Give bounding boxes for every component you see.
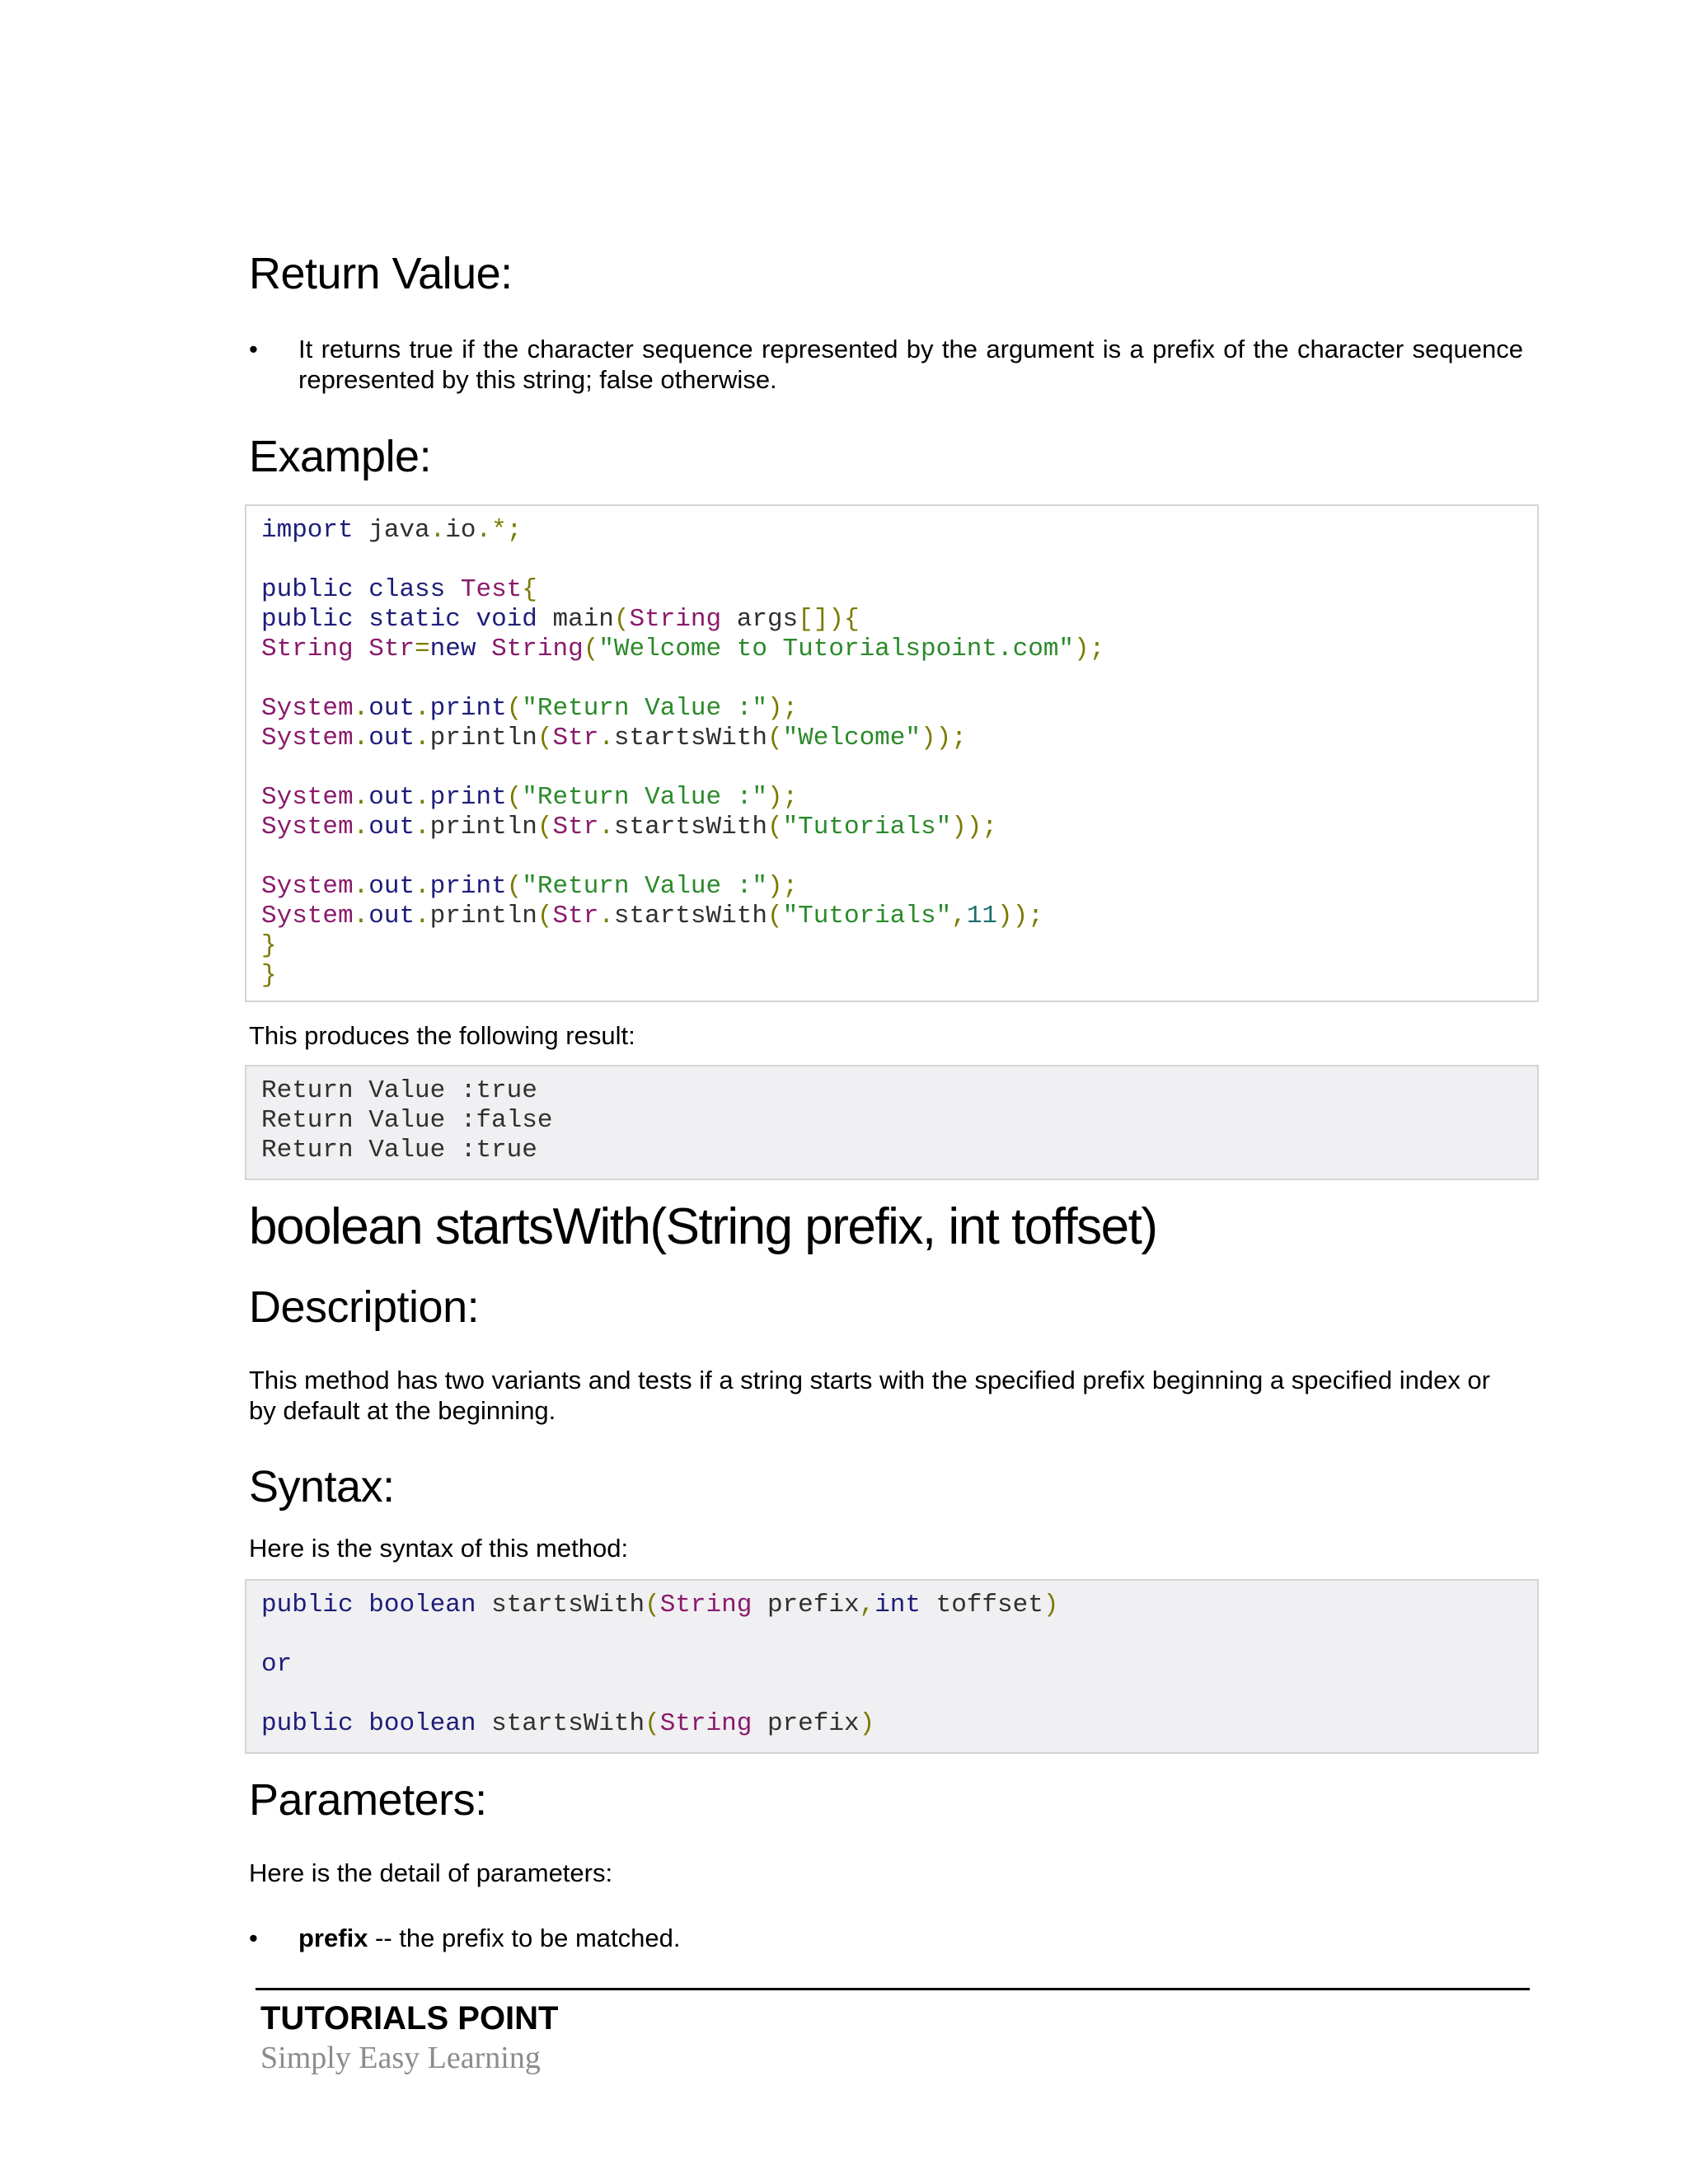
parameter-description: -- the prefix to be matched. bbox=[368, 1924, 681, 1952]
code-token: Return Value :false bbox=[261, 1106, 553, 1135]
code-token: ( bbox=[645, 1709, 660, 1738]
code-token: io bbox=[445, 516, 476, 545]
example-code-block bbox=[245, 504, 1539, 1002]
code-line bbox=[261, 1106, 1522, 1136]
code-token: Str bbox=[368, 635, 415, 663]
code-token: out bbox=[368, 724, 415, 752]
code-token: .*; bbox=[476, 516, 523, 545]
example-heading: Example: bbox=[249, 432, 432, 481]
code-token: boolean bbox=[368, 1709, 476, 1738]
code-token: . bbox=[353, 724, 369, 752]
code-token: out bbox=[368, 694, 415, 723]
code-line bbox=[261, 724, 1522, 753]
code-token: . bbox=[415, 694, 430, 723]
code-token: main bbox=[537, 605, 614, 634]
code-token: . bbox=[353, 694, 369, 723]
code-token: . bbox=[598, 902, 614, 930]
code-token: print bbox=[429, 872, 507, 901]
code-token: . bbox=[415, 724, 430, 752]
code-token: } bbox=[261, 931, 277, 960]
code-token: out bbox=[368, 872, 415, 901]
code-line bbox=[261, 694, 1522, 724]
code-token: ( bbox=[583, 635, 599, 663]
code-token: prefix bbox=[752, 1591, 860, 1619]
code-token: toffset bbox=[921, 1591, 1043, 1619]
code-line bbox=[261, 1591, 1522, 1620]
code-token: Str bbox=[552, 813, 599, 841]
code-token: ( bbox=[506, 783, 523, 812]
code-line bbox=[261, 635, 1522, 664]
code-token: ( bbox=[767, 813, 783, 841]
code-token: startsWith bbox=[476, 1591, 645, 1619]
code-token: or bbox=[261, 1650, 293, 1679]
code-token: "Return Value :" bbox=[522, 783, 767, 812]
parameters-heading: Parameters: bbox=[249, 1775, 487, 1825]
return-value-text: It returns true if the character sequence represented by the argument is a prefix of the character sequence represented by this string; false otherwise. bbox=[298, 335, 1523, 394]
code-token: import bbox=[261, 516, 354, 545]
code-token: "Tutorials" bbox=[782, 902, 952, 930]
code-token: println bbox=[429, 902, 537, 930]
code-token: ( bbox=[613, 605, 630, 634]
code-token: ); bbox=[767, 872, 799, 901]
code-token: startsWith bbox=[613, 813, 767, 841]
code-token: )); bbox=[997, 902, 1043, 930]
code-token: . bbox=[429, 516, 446, 545]
code-line bbox=[261, 783, 1522, 813]
code-token: ) bbox=[1043, 1591, 1059, 1619]
code-token: String bbox=[659, 1591, 753, 1619]
code-token: ( bbox=[767, 724, 783, 752]
parameter-prefix-item bbox=[298, 1923, 1523, 1953]
code-line bbox=[261, 516, 1522, 546]
code-token: ( bbox=[537, 813, 553, 841]
code-token: )); bbox=[951, 813, 998, 841]
code-token: "Welcome" bbox=[782, 724, 921, 752]
code-line bbox=[261, 575, 1522, 605]
code-token: System bbox=[261, 902, 354, 930]
code-token: "Welcome to Tutorialspoint.com" bbox=[598, 635, 1075, 663]
code-token: int bbox=[874, 1591, 921, 1619]
code-token: . bbox=[598, 813, 614, 841]
code-token: . bbox=[598, 724, 614, 752]
code-token: System bbox=[261, 783, 354, 812]
code-token: public bbox=[261, 1709, 354, 1738]
code-line bbox=[261, 842, 1522, 872]
code-token: java bbox=[353, 516, 430, 545]
code-token bbox=[476, 635, 491, 663]
code-token: println bbox=[429, 813, 537, 841]
code-token: ) bbox=[859, 1709, 875, 1738]
parameters-intro: Here is the detail of parameters: bbox=[249, 1858, 613, 1887]
code-token: boolean bbox=[368, 1591, 476, 1619]
code-token: System bbox=[261, 724, 354, 752]
code-line bbox=[261, 1709, 1522, 1739]
code-token bbox=[354, 1709, 369, 1738]
code-line bbox=[261, 1620, 1522, 1650]
code-token: . bbox=[415, 872, 430, 901]
code-token: ); bbox=[767, 783, 799, 812]
footer-tagline: Simply Easy Learning bbox=[260, 2041, 541, 2075]
code-token: print bbox=[429, 694, 507, 723]
description-text: This method has two variants and tests if a string starts with the specified prefix beginning a specified index or by default at the beginning. bbox=[249, 1366, 1490, 1425]
return-value-heading: Return Value: bbox=[249, 249, 513, 298]
code-token: out bbox=[368, 902, 415, 930]
code-token: ( bbox=[537, 724, 553, 752]
code-token: ( bbox=[506, 694, 523, 723]
code-token: System bbox=[261, 872, 354, 901]
code-token: System bbox=[261, 694, 354, 723]
code-token: Str bbox=[552, 724, 599, 752]
code-line bbox=[261, 902, 1522, 931]
return-value-bullet bbox=[249, 334, 1523, 400]
code-token: void bbox=[476, 605, 537, 634]
code-line bbox=[261, 813, 1522, 842]
code-token: "Return Value :" bbox=[522, 694, 767, 723]
code-token: []){ bbox=[798, 605, 860, 634]
code-token: . bbox=[353, 783, 369, 812]
code-token: "Return Value :" bbox=[522, 872, 767, 901]
code-token: public bbox=[261, 1591, 354, 1619]
code-line bbox=[261, 753, 1522, 783]
code-token: Return Value :true bbox=[261, 1136, 537, 1165]
code-token: . bbox=[415, 902, 430, 930]
code-token: . bbox=[415, 783, 430, 812]
code-token: )); bbox=[921, 724, 967, 752]
method-title: boolean startsWith(String prefix, int toffset) bbox=[249, 1198, 1157, 1255]
footer-brand: TUTORIALS POINT bbox=[260, 2000, 559, 2036]
code-token: } bbox=[261, 961, 277, 990]
code-token: . bbox=[353, 813, 369, 841]
code-token: startsWith bbox=[613, 724, 767, 752]
code-token bbox=[354, 1591, 369, 1619]
code-token: System bbox=[261, 813, 354, 841]
code-token: { bbox=[522, 575, 537, 604]
code-token: 11 bbox=[966, 902, 998, 930]
result-output-block bbox=[245, 1065, 1539, 1180]
code-line bbox=[261, 1076, 1522, 1106]
code-line bbox=[261, 1136, 1522, 1165]
code-token: new bbox=[429, 635, 476, 663]
code-token: Str bbox=[552, 902, 599, 930]
code-token bbox=[354, 575, 369, 604]
code-token: String bbox=[261, 635, 354, 663]
parameter-term: prefix bbox=[298, 1924, 368, 1952]
code-token: public bbox=[261, 605, 354, 634]
code-token: ( bbox=[537, 902, 553, 930]
code-line bbox=[261, 605, 1522, 635]
code-token: , bbox=[951, 902, 967, 930]
code-token: ); bbox=[767, 694, 799, 723]
code-token: ( bbox=[767, 902, 783, 930]
code-token: , bbox=[859, 1591, 875, 1619]
code-line bbox=[261, 872, 1522, 902]
code-token: args bbox=[721, 605, 799, 634]
description-heading: Description: bbox=[249, 1282, 480, 1332]
code-line bbox=[261, 961, 1522, 991]
syntax-intro: Here is the syntax of this method: bbox=[249, 1534, 629, 1563]
code-token: ( bbox=[506, 872, 523, 901]
code-token: out bbox=[368, 813, 415, 841]
code-token: println bbox=[429, 724, 537, 752]
code-token: . bbox=[415, 813, 430, 841]
code-token: startsWith bbox=[613, 902, 767, 930]
code-token: startsWith bbox=[476, 1709, 645, 1738]
code-line bbox=[261, 1680, 1522, 1709]
code-token: out bbox=[368, 783, 415, 812]
code-token: print bbox=[429, 783, 507, 812]
code-line bbox=[261, 664, 1522, 694]
code-token: static bbox=[368, 605, 461, 634]
code-token bbox=[461, 605, 476, 634]
code-token bbox=[354, 605, 369, 634]
code-token: String bbox=[659, 1709, 753, 1738]
code-token: . bbox=[353, 872, 369, 901]
code-line bbox=[261, 546, 1522, 575]
code-line bbox=[261, 931, 1522, 961]
code-token: class bbox=[368, 575, 446, 604]
code-token: String bbox=[491, 635, 584, 663]
bullet-glyph: • bbox=[249, 1924, 258, 1952]
result-intro: This produces the following result: bbox=[249, 1021, 635, 1050]
code-token bbox=[354, 635, 369, 663]
code-line bbox=[261, 1650, 1522, 1680]
syntax-code-block bbox=[245, 1579, 1539, 1754]
footer-divider bbox=[256, 1988, 1530, 1990]
syntax-heading: Syntax: bbox=[249, 1462, 395, 1511]
code-token: Test bbox=[460, 575, 523, 604]
code-token: "Tutorials" bbox=[782, 813, 952, 841]
code-token: public bbox=[261, 575, 354, 604]
code-token: ( bbox=[645, 1591, 660, 1619]
parameter-prefix-bullet bbox=[249, 1923, 1523, 1956]
code-token: String bbox=[629, 605, 722, 634]
code-token bbox=[445, 575, 461, 604]
bullet-glyph: • bbox=[249, 335, 258, 363]
code-token: ); bbox=[1074, 635, 1105, 663]
code-token: prefix bbox=[752, 1709, 860, 1738]
code-token: = bbox=[415, 635, 430, 663]
code-token: Return Value :true bbox=[261, 1076, 537, 1105]
code-token: . bbox=[353, 902, 369, 930]
